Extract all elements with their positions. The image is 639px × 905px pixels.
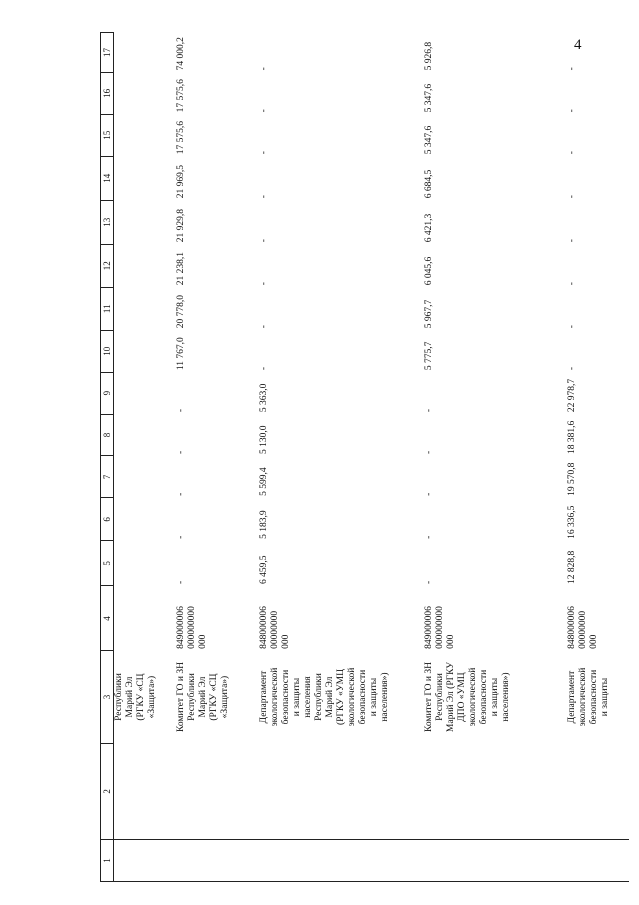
column-header: 16 <box>101 72 114 114</box>
column-header: 5 <box>101 541 114 586</box>
column-header: 14 <box>101 156 114 200</box>
cell-value: - <box>176 492 186 496</box>
column-header: 7 <box>101 456 114 498</box>
cell-value <box>114 541 167 586</box>
cell-value <box>114 200 167 244</box>
cell-value: 5 347,6 <box>424 83 434 113</box>
cell-value: 5 967,7 <box>424 299 434 329</box>
table-header-row <box>101 33 114 882</box>
cell-value: 6 459,5 <box>259 555 269 584</box>
table-row <box>414 33 557 882</box>
cell-value: 5 926,8 <box>424 41 434 71</box>
cell-value: 6 421,3 <box>424 213 434 243</box>
cell-value: 5 183,9 <box>259 510 269 539</box>
cell-number <box>414 840 557 882</box>
cell-code: 848000006 00000000 000 <box>567 606 599 649</box>
cell-value: 5 363,0 <box>259 383 269 413</box>
column-header: 1 <box>101 840 114 882</box>
budget-table <box>100 32 629 882</box>
cell-value <box>114 244 167 287</box>
column-header: 3 <box>101 651 114 743</box>
page-number: 4 <box>574 37 582 53</box>
cell-value: - <box>567 195 577 199</box>
table-row <box>114 33 167 882</box>
cell-value: 12 828,8 <box>567 550 577 584</box>
cell-value: 21 969,5 <box>176 165 186 199</box>
cell-value: 18 381,6 <box>567 420 577 454</box>
cell-value <box>114 372 167 414</box>
cell-value <box>114 156 167 200</box>
column-header: 12 <box>101 244 114 287</box>
table-body <box>101 33 630 882</box>
cell-value: - <box>176 408 186 413</box>
cell-number <box>166 840 249 882</box>
cell-value: - <box>424 492 434 496</box>
cell-value: - <box>567 67 577 71</box>
cell-value <box>114 456 167 498</box>
column-header: 15 <box>101 114 114 156</box>
cell-value: - <box>424 450 434 454</box>
column-header: 8 <box>101 414 114 456</box>
cell-value: 20 778,0 <box>176 294 186 329</box>
cell-value: - <box>424 535 434 539</box>
column-header: 17 <box>101 33 114 73</box>
column-header: 11 <box>101 287 114 330</box>
column-header: 2 <box>101 743 114 839</box>
cell-value: - <box>259 195 269 199</box>
cell-responsible: Департамент экологической безопасности и защиты <box>567 667 610 727</box>
cell-value: - <box>176 450 186 454</box>
cell-responsible: Комитет ГО и ЗН Республики Марий Эл (РГКУ «СЦ «Защита») <box>176 662 230 733</box>
cell-code <box>114 586 167 651</box>
cell-value: 6 045,6 <box>424 256 434 286</box>
cell-value: - <box>567 325 577 329</box>
cell-value: - <box>259 67 269 71</box>
cell-value: - <box>567 366 577 371</box>
cell-value: 17 575,6 <box>176 121 186 155</box>
cell-value: 17 575,6 <box>176 79 186 113</box>
cell-value <box>114 414 167 456</box>
cell-value: 19 570,8 <box>567 462 577 496</box>
cell-value: - <box>259 282 269 286</box>
cell-number <box>249 840 414 882</box>
cell-value: - <box>259 239 269 243</box>
cell-value: - <box>424 580 434 584</box>
cell-responsible: Республики Марий Эл (РГКУ «СЦ «Защита») <box>114 673 157 721</box>
table-row <box>557 33 629 882</box>
cell-value: 16 336,5 <box>567 505 577 539</box>
cell-code: 849000006 000000000 000 <box>176 606 208 649</box>
cell-value: - <box>424 408 434 413</box>
column-header: 4 <box>101 586 114 651</box>
cell-value: 74 000,2 <box>176 37 186 71</box>
table-row <box>166 33 249 882</box>
cell-value: - <box>259 151 269 155</box>
cell-responsible: Комитет ГО и ЗН Республики Марий Эл (РГКУ ДПО «УМЦ экологической безопасности и защиты населения») <box>424 662 511 733</box>
cell-name <box>557 743 629 839</box>
cell-responsible: Департамент экологической безопасности и защиты населения Республики Марий Эл (РГКУ «УМЦ экологической безопасности и защиты населения») <box>259 667 390 727</box>
cell-name <box>249 743 414 839</box>
cell-value <box>114 33 167 73</box>
column-header: 6 <box>101 498 114 541</box>
cell-value <box>114 330 167 372</box>
cell-code: 849000006 000000000 000 <box>424 606 456 649</box>
cell-name <box>414 743 557 839</box>
cell-value: - <box>259 366 269 371</box>
table-row <box>249 33 414 882</box>
column-header: 10 <box>101 330 114 372</box>
cell-value <box>114 498 167 541</box>
cell-value: - <box>567 239 577 243</box>
cell-name <box>166 743 249 839</box>
cell-value: - <box>176 535 186 539</box>
cell-value: - <box>567 282 577 286</box>
cell-value: - <box>567 151 577 155</box>
column-header: 9 <box>101 372 114 414</box>
cell-value: 5 347,6 <box>424 125 434 155</box>
cell-value: 5 599,4 <box>259 467 269 496</box>
rotated-table-container <box>100 32 610 882</box>
cell-value: 21 929,8 <box>176 209 186 243</box>
cell-value: - <box>259 109 269 113</box>
cell-value <box>114 114 167 156</box>
cell-number <box>114 840 167 882</box>
cell-value: 22 978,7 <box>567 378 577 413</box>
cell-value: 5 775,7 <box>424 341 434 371</box>
cell-value <box>114 287 167 330</box>
cell-number <box>557 840 629 882</box>
cell-code: 848000006 00000000 000 <box>259 606 291 649</box>
cell-value: 11 767,0 <box>176 337 186 371</box>
cell-value: 5 130,0 <box>259 425 269 454</box>
cell-value: 21 238,1 <box>176 252 186 286</box>
cell-value: - <box>259 325 269 329</box>
cell-value: - <box>176 580 186 584</box>
column-header: 13 <box>101 200 114 244</box>
cell-name <box>114 743 167 839</box>
cell-value: - <box>567 109 577 113</box>
cell-value: 6 684,5 <box>424 169 434 199</box>
cell-value <box>114 72 167 114</box>
